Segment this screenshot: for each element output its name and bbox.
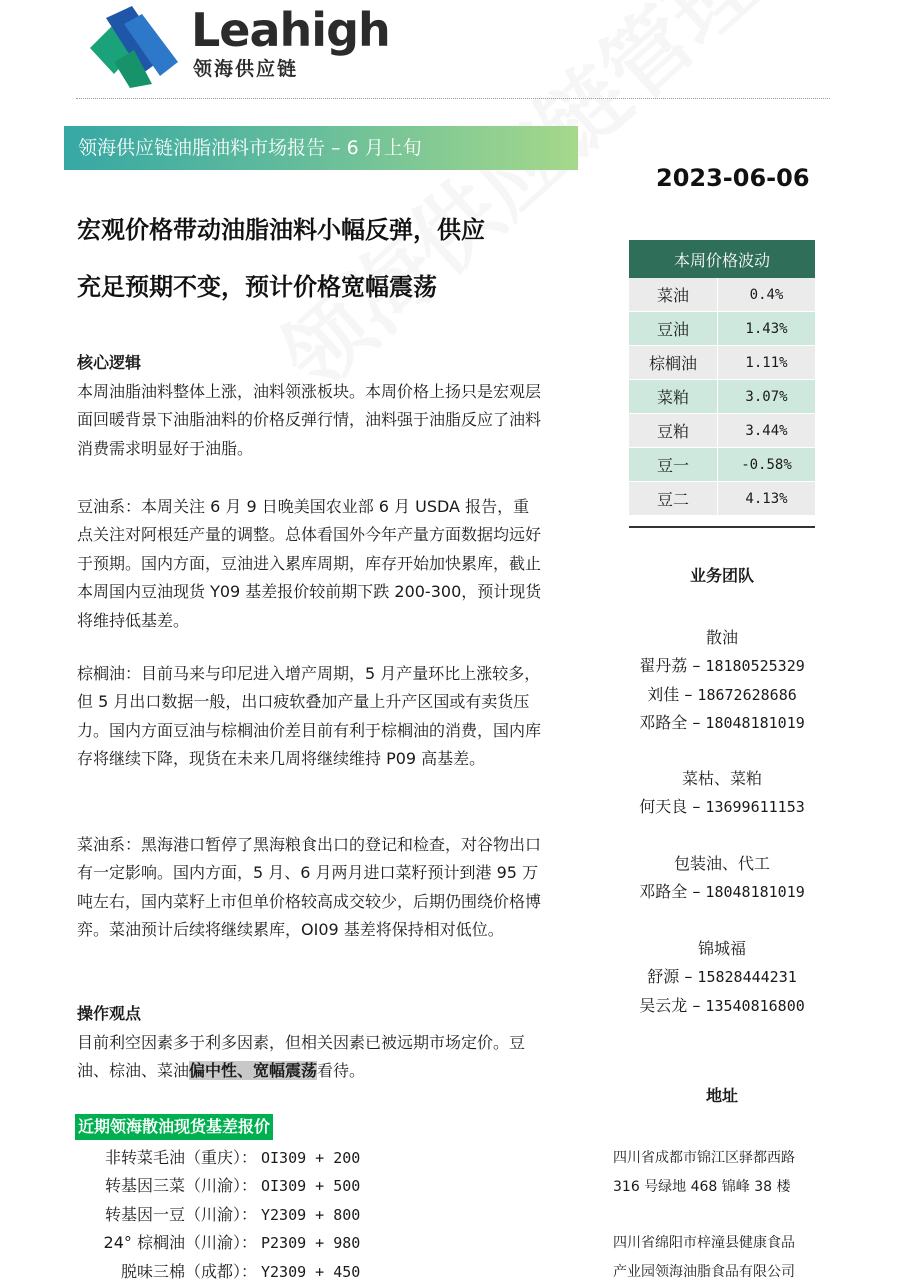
quote-value: OI309 + 200 bbox=[261, 1149, 361, 1167]
table-row bbox=[629, 380, 815, 414]
member-phone: 18672628686 bbox=[697, 685, 797, 704]
team-group-name: 包装油、代工 bbox=[673, 854, 770, 873]
quote-row bbox=[77, 1201, 407, 1229]
address-title: 地址 bbox=[705, 1086, 738, 1105]
team-title: 业务团队 bbox=[689, 566, 754, 585]
price-change: 3.44% bbox=[718, 414, 816, 448]
price-change: 4.13% bbox=[718, 482, 816, 516]
basis-quotes-title: 近期领海散油现货基差报价 bbox=[75, 1114, 273, 1140]
price-change: 1.43% bbox=[718, 312, 816, 346]
quote-name: 转基因三菜（川渝）： bbox=[104, 1176, 257, 1196]
team-group-bulk-oil bbox=[604, 624, 840, 738]
quote-name: 24° 棕榈油（川渝）： bbox=[103, 1233, 257, 1253]
commodity-name: 豆油 bbox=[629, 312, 718, 346]
price-table-bottom-rule bbox=[629, 526, 815, 528]
team-member: 刘佳 – 18672628686 bbox=[647, 684, 797, 704]
quote-row bbox=[77, 1258, 407, 1286]
team-group-name: 散油 bbox=[705, 628, 738, 647]
operation-text: 目前利空因素多于利多因素，但相关因素已被远期市场定价。豆油、棕油、菜油 bbox=[77, 1033, 526, 1081]
headline-line-2: 充足预期不变，预计价格宽幅震荡 bbox=[77, 273, 437, 301]
commodity-name: 豆粕 bbox=[629, 414, 718, 448]
commodity-name: 菜油 bbox=[629, 278, 718, 312]
member-phone: 18180525329 bbox=[705, 657, 805, 676]
team-group-packaged bbox=[604, 850, 840, 907]
price-table-header: 本周价格波动 bbox=[629, 240, 815, 278]
report-date: 2023-06-06 bbox=[656, 164, 810, 192]
address-line: 四川省绵阳市梓潼县健康食品 bbox=[613, 1235, 795, 1251]
member-phone: 15828444231 bbox=[697, 968, 797, 987]
team-group-jinchengfu bbox=[604, 935, 840, 1020]
team-member: 邓路全 – 18048181019 bbox=[639, 713, 805, 733]
commodity-name: 豆二 bbox=[629, 482, 718, 516]
member-name: 翟丹荔 bbox=[639, 656, 688, 676]
member-name: 邓路全 bbox=[639, 882, 688, 902]
table-row bbox=[629, 312, 815, 346]
quote-row bbox=[77, 1172, 407, 1200]
member-name: 邓路全 bbox=[639, 713, 688, 733]
commodity-name: 豆一 bbox=[629, 448, 718, 482]
team-group-name: 菜枯、菜粕 bbox=[681, 769, 762, 788]
price-change: 3.07% bbox=[718, 380, 816, 414]
address-chengdu bbox=[613, 1144, 843, 1202]
commodity-name: 菜粕 bbox=[629, 380, 718, 414]
quote-value: P2309 + 980 bbox=[261, 1234, 361, 1253]
basis-quotes-list bbox=[77, 1144, 407, 1286]
quote-value: Y2309 + 450 bbox=[261, 1262, 361, 1281]
operation-paragraph bbox=[77, 1029, 543, 1086]
rapeseed-oil-paragraph: 菜油系：黑海港口暂停了黑海粮食出口的登记和检查，对谷物出口有一定影响。国内方面，5 月、6 月两月进口菜籽预计到港 95 万吨左右，国内菜籽上市但单价格较高成交较少，后期仍围绕价格博弈。菜油预计后续将继续累库，OI09 基差将保持相对低位。 bbox=[77, 835, 542, 940]
team-member: 邓路全 – 18048181019 bbox=[639, 882, 805, 902]
address-line: 316 号绿地 468 锦峰 38 楼 bbox=[613, 1179, 791, 1195]
operation-text-end: 看待。 bbox=[317, 1061, 366, 1081]
address-line: 四川省成都市锦江区驿都西路 bbox=[613, 1150, 795, 1166]
operation-highlight: 偏中性、宽幅震荡 bbox=[189, 1061, 318, 1081]
member-name: 舒源 bbox=[647, 967, 680, 987]
quote-name: 非转菜毛油（重庆）： bbox=[104, 1148, 257, 1167]
table-row bbox=[629, 482, 815, 516]
header-divider bbox=[76, 98, 830, 99]
price-change: -0.58% bbox=[718, 448, 816, 482]
address-line: 产业园领海油脂食品有限公司 bbox=[613, 1264, 795, 1280]
report-banner-title: 领海供应链油脂油料市场报告 – 6 月上旬 bbox=[78, 137, 422, 159]
member-phone: 18048181019 bbox=[705, 714, 805, 733]
team-member: 翟丹荔 – 18180525329 bbox=[639, 656, 805, 676]
member-phone: 13540816800 bbox=[705, 996, 805, 1015]
table-row bbox=[629, 346, 815, 380]
quote-name: 脱味三棉（成都）： bbox=[120, 1261, 257, 1281]
core-logic-summary: 本周油脂油料整体上涨，油料领涨板块。本周价格上扬只是宏观层面回暖背景下油脂油料的价格反弹行情，油料强于油脂反应了油料消费需求明显好于油脂。 bbox=[77, 382, 542, 458]
member-name: 何天良 bbox=[639, 797, 688, 817]
leahigh-logo-icon bbox=[86, 4, 182, 88]
quote-row bbox=[77, 1229, 407, 1257]
member-name: 吴云龙 bbox=[639, 995, 688, 1015]
operation-title: 操作观点 bbox=[77, 1004, 142, 1023]
team-member: 何天良 – 13699611153 bbox=[639, 797, 805, 817]
soy-oil-paragraph: 豆油系：本周关注 6 月 9 日晚美国农业部 6 月 USDA 报告，重点关注对阿根廷产量的调整。总体看国外今年产量方面数据均远好于预期。国内方面，豆油进入累库周期，库存开始加快累库，截止本周国内豆油现货 Y09 基差报价较前期下跌 200-300，预计现货将维持低基差。 bbox=[77, 497, 542, 630]
team-member: 吴云龙 – 13540816800 bbox=[639, 995, 805, 1015]
address-mianyang bbox=[613, 1229, 843, 1287]
price-change: 0.4% bbox=[718, 278, 816, 312]
commodity-name: 棕榈油 bbox=[629, 346, 718, 380]
team-member: 舒源 – 15828444231 bbox=[647, 967, 797, 987]
palm-oil-paragraph: 棕榈油：目前马来与印尼进入增产周期，5 月产量环比上涨较多，但 5 月出口数据一般，出口疲软叠加产量上升产区国或有卖货压力。国内方面豆油与棕榈油价差目前有利于棕榈油的消费，国内库存将继续下降，现货在未来几周将继续维持 P09 高基差。 bbox=[77, 664, 542, 769]
brand-name-cn: 领海供应链 bbox=[193, 58, 299, 80]
price-change: 1.11% bbox=[718, 346, 816, 380]
brand-name-en: Leahigh bbox=[191, 3, 390, 57]
quote-row bbox=[77, 1144, 407, 1172]
team-group-meal bbox=[604, 765, 840, 822]
quote-value: Y2309 + 800 bbox=[261, 1205, 361, 1224]
price-change-table bbox=[629, 240, 815, 516]
quote-value: OI309 + 500 bbox=[261, 1177, 361, 1196]
team-group-name: 锦城福 bbox=[697, 939, 746, 958]
core-logic-title: 核心逻辑 bbox=[77, 353, 142, 372]
member-phone: 13699611153 bbox=[705, 798, 805, 817]
member-phone: 18048181019 bbox=[705, 883, 805, 902]
member-name: 刘佳 bbox=[647, 684, 680, 704]
headline-line-1: 宏观价格带动油脂油料小幅反弹，供应 bbox=[77, 216, 485, 244]
table-row bbox=[629, 448, 815, 482]
table-row bbox=[629, 278, 815, 312]
quote-name: 转基因一豆（川渝）： bbox=[104, 1204, 257, 1224]
table-row bbox=[629, 414, 815, 448]
